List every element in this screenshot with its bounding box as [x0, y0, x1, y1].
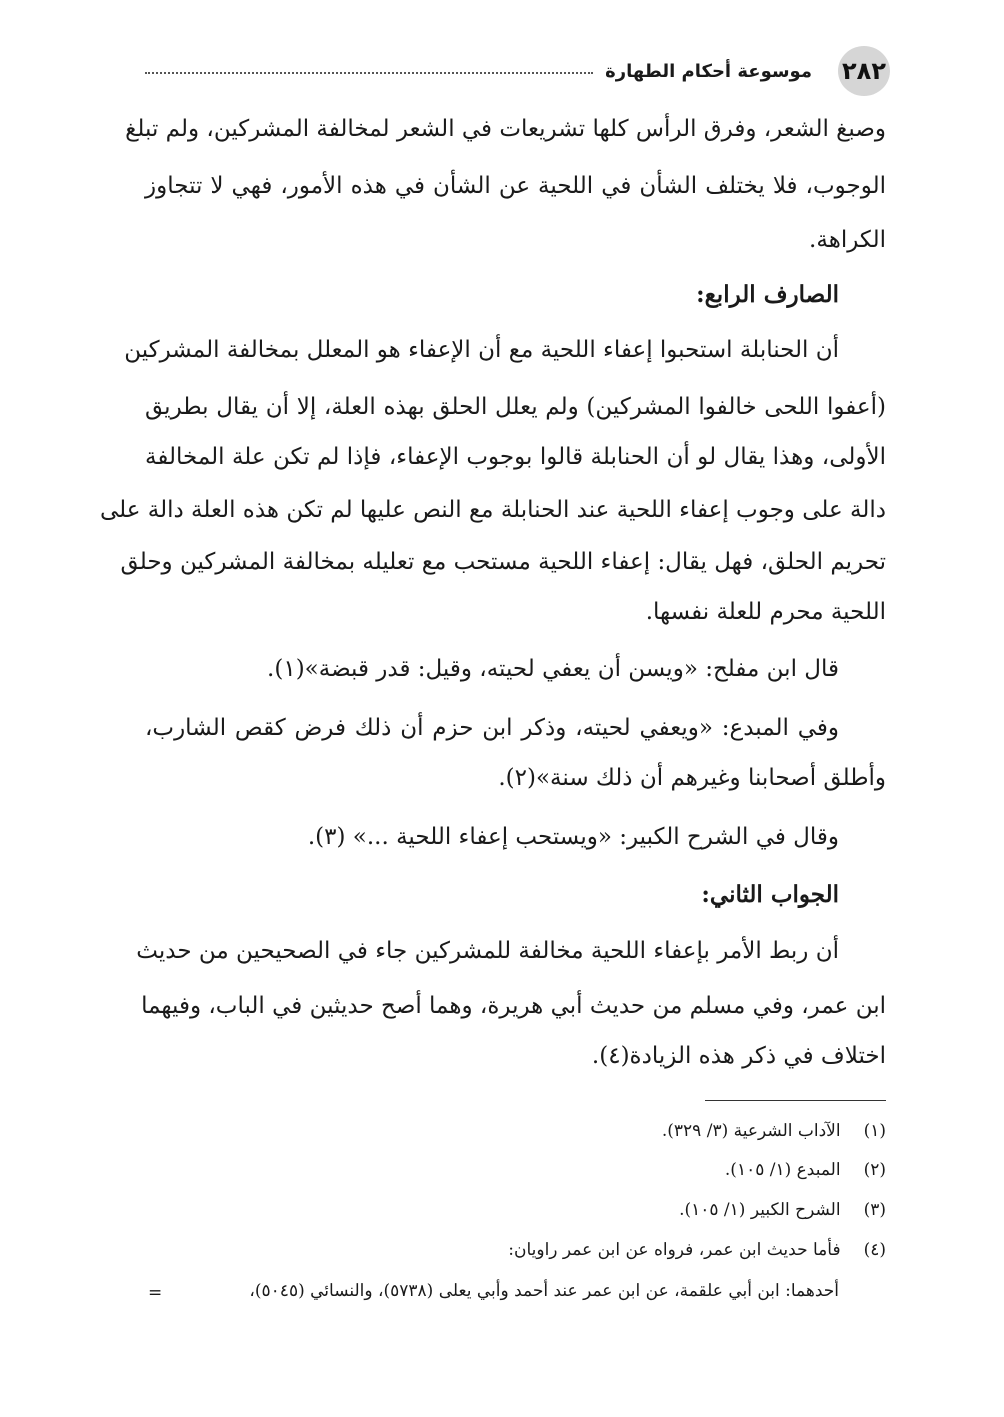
body-line: ابن عمر، وفي مسلم من حديث أبي هريرة، وهما أصح حديثين في الباب، وفيهما	[141, 993, 886, 1019]
body-line: اختلاف في ذكر هذه الزيادة(٤).	[591, 1043, 886, 1069]
body-line: الكراهة.	[809, 227, 886, 253]
body-line: وصبغ الشعر، وفرق الرأس كلها تشريعات في الشعر لمخالفة المشركين، ولم تبلغ	[125, 116, 886, 142]
footnote	[145, 1123, 886, 1140]
body-line: تحريم الحلق، فهل يقال: إعفاء اللحية مستحب مع تعليله بمخالفة المشركين وحلق	[120, 549, 886, 575]
quote-line: وقال في الشرح الكبير: «ويستحب إعفاء اللحية ...» (٣).	[307, 824, 839, 850]
footnote-text: الشرح الكبير (١/ ١٠٥).	[679, 1200, 841, 1220]
footnote-text: المبدع (١/ ١٠٥).	[724, 1160, 841, 1180]
body-line: الوجوب، فلا يختلف الشأن في اللحية عن الشأن في هذه الأمور، فهي لا تتجاوز	[145, 173, 886, 199]
footnote-number: (٢)	[863, 1160, 886, 1180]
section-heading: الصارف الرابع:	[696, 281, 839, 308]
section-heading: الجواب الثاني:	[701, 881, 839, 908]
body-line: أن الحنابلة استحبوا إعفاء اللحية مع أن الإعفاء هو المعلل بمخالفة المشركين	[124, 337, 839, 363]
running-title-bar	[145, 58, 824, 84]
quote-line: وأطلق أصحابنا وغيرهم أن ذلك سنة»(٢).	[498, 765, 886, 791]
footnote-continuation: أحدهما: ابن أبي علقمة، عن ابن عمر عند أحمد وأبي يعلى (٥٧٣٨)، والنسائي (٥٠٤٥)،	[249, 1281, 839, 1301]
footnote-number: (١)	[863, 1121, 886, 1141]
quote-line: قال ابن مفلح: «ويسن أن يعفي لحيته، وقيل: قدر قبضة»(١).	[267, 656, 839, 682]
footnote-separator	[705, 1100, 886, 1101]
body-line: اللحية محرم للعلة نفسها.	[645, 599, 886, 625]
continuation-mark: =	[148, 1283, 163, 1303]
body-line: (أعفوا اللحى خالفوا المشركين) ولم يعلل الحلق بهذه العلة، إلا أن يقال بطريق	[145, 394, 886, 420]
footnote-number: (٣)	[863, 1200, 886, 1220]
footnote	[145, 1242, 886, 1259]
dotted-leader	[145, 72, 593, 74]
footnote-text: الآداب الشرعية (٣/ ٣٢٩).	[661, 1121, 841, 1141]
footnote	[145, 1162, 886, 1179]
running-title: موسوعة أحكام الطهارة	[605, 60, 812, 82]
page-number: ٢٨٢	[838, 46, 890, 96]
quote-line: وفي المبدع: «ويعفي لحيته، وذكر ابن حزم أن ذلك فرض كقص الشارب،	[145, 715, 839, 741]
footnote-text: فأما حديث ابن عمر، فرواه عن ابن عمر راويان:	[508, 1240, 841, 1260]
body-line: أن ربط الأمر بإعفاء اللحية مخالفة للمشركين جاء في الصحيحين من حديث	[136, 938, 839, 964]
body-line: دالة على وجوب إعفاء اللحية عند الحنابلة مع النص عليها لم تكن هذه العلة دالة على	[99, 497, 886, 523]
page-header	[145, 46, 890, 96]
footnote-number: (٤)	[863, 1240, 886, 1260]
footnote	[145, 1202, 886, 1219]
body-line: الأولى، وهذا يقال لو أن الحنابلة قالوا بوجوب الإعفاء، فإذا لم تكن علة المخالفة	[145, 444, 886, 470]
